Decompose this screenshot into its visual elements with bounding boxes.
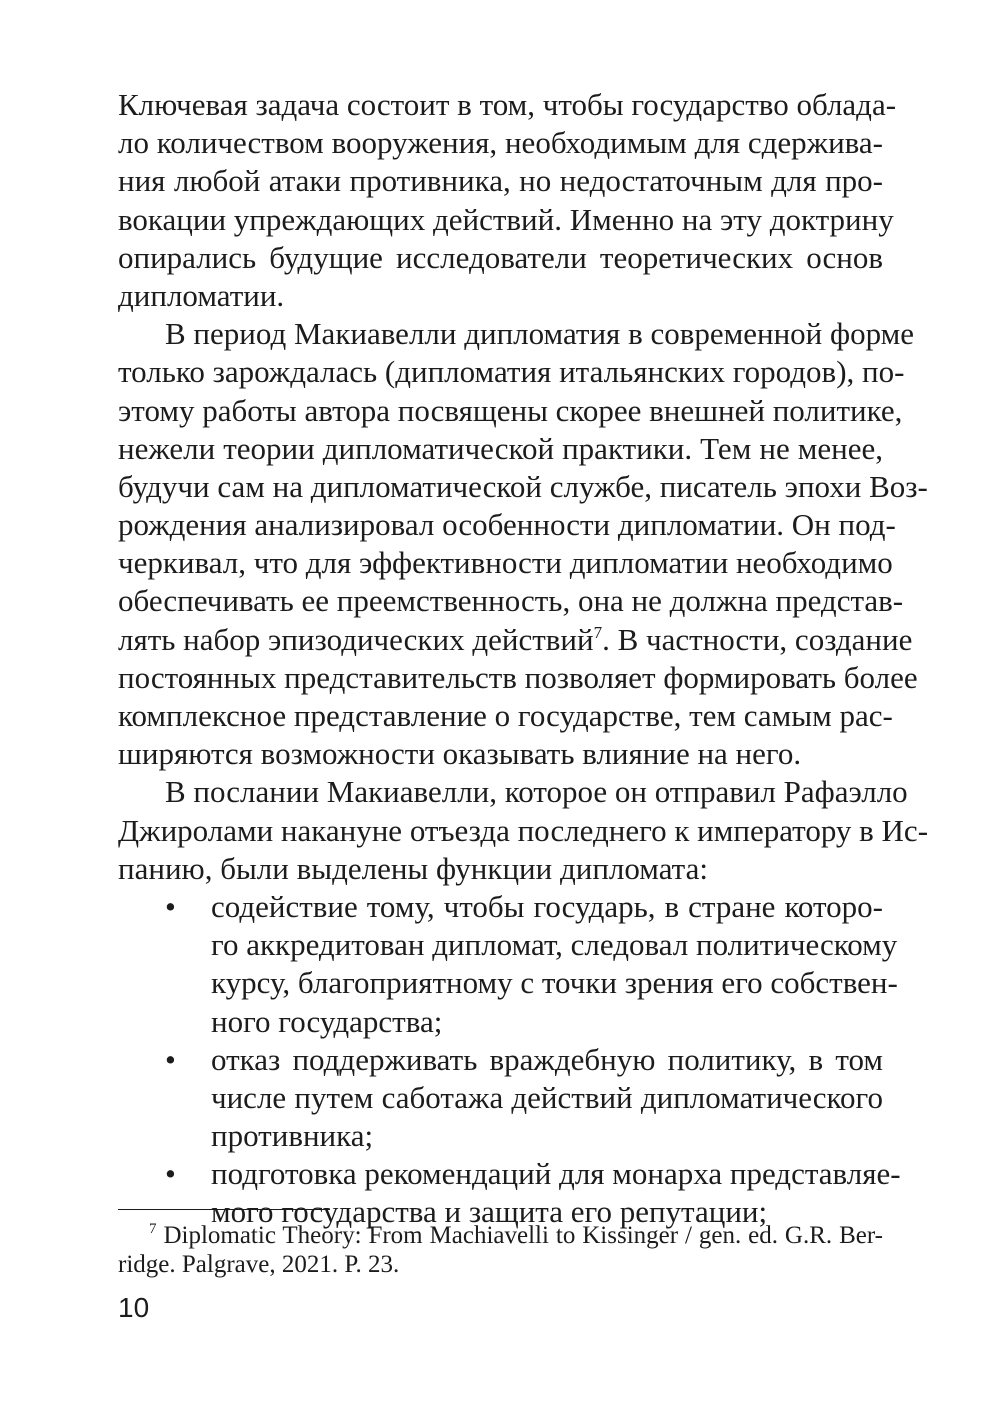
list-item-line <box>118 1079 883 1117</box>
footnote-divider <box>118 1209 330 1210</box>
bullet-icon: • <box>165 888 176 924</box>
footnote-ref[interactable]: 7 <box>593 622 603 642</box>
list-item-line <box>118 888 883 926</box>
text-line: постоянных представительств позволяет формировать более <box>118 659 918 695</box>
text-line: ло количеством вооружения, необходимым для сдержива- <box>118 125 883 161</box>
paragraph-1 <box>118 86 897 315</box>
footnote <box>118 1221 883 1279</box>
paragraph-3 <box>118 773 929 888</box>
text-line: ширяются возможности оказывать влияние на него. <box>118 736 802 772</box>
text-line: обеспечивать ее преемственность, она не должна представ- <box>118 583 904 619</box>
list-item-line <box>118 926 898 964</box>
text-line: го аккредитован дипломат, следовал политическому <box>211 927 898 963</box>
text-line: вокации упреждающих действий. Именно на эту доктрину <box>118 201 894 237</box>
text-line: курсу, благоприятному с точки зрения его собствен- <box>211 965 898 1001</box>
text-line: рождения анализировал особенности дипломатии. Он под- <box>118 507 896 543</box>
footnote-line: ridge. Palgrave, 2021. P. 23. <box>118 1251 400 1278</box>
diplomat-functions-list <box>118 888 901 1232</box>
text-line: черкивал, что для эффективности дипломатии необходимо <box>118 545 893 581</box>
paragraph-2 <box>118 315 928 773</box>
text-line: подготовка рекомендаций для монарха представляе- <box>211 1156 901 1192</box>
text-line: содействие тому, чтобы государь, в стране которо- <box>211 888 883 924</box>
text-line: будучи сам на дипломатической службе, писатель эпохи Воз- <box>118 468 928 504</box>
list-item-line <box>118 1041 883 1079</box>
text-line: опирались будущие исследователи теоретических основ <box>118 239 883 275</box>
footnote-number: 7 <box>149 1221 157 1237</box>
list-item-line <box>118 1003 883 1041</box>
bullet-icon: • <box>165 1041 176 1077</box>
text-line: нежели теории дипломатической практики. Тем не менее, <box>118 430 883 466</box>
text-line: противника; <box>211 1118 374 1154</box>
text-line: мого государства и защита его репутации; <box>211 1194 768 1230</box>
text-segment: лять набор эпизодических действий <box>118 621 594 657</box>
list-item-line <box>118 1117 883 1155</box>
text-line: ния любой атаки противника, но недостаточным для про- <box>118 163 883 199</box>
text-line: В послании Макиавелли, которое он отправил Рафаэлло <box>165 774 908 810</box>
list-item-line <box>118 964 898 1002</box>
text-line: числе путем саботажа действий дипломатического <box>211 1079 883 1115</box>
text-line: ного государства; <box>211 1003 443 1039</box>
text-line: панию, были выделены функции дипломата: <box>118 850 708 886</box>
footnote-line <box>118 1221 883 1250</box>
text-line: Джиролами накануне отъезда последнего к императору в Ис- <box>118 812 929 848</box>
main-text <box>118 86 929 1232</box>
text-line: отказ поддерживать враждебную политику, в том <box>211 1041 883 1077</box>
bullet-icon: • <box>165 1156 176 1192</box>
list-item <box>118 1041 883 1156</box>
text-segment: . В частности, создание <box>602 621 913 657</box>
list-item-line <box>118 1155 901 1193</box>
text-line: комплексное представление о государстве, тем самым рас- <box>118 698 893 733</box>
footnote-text: Diplomatic Theory: From Machiavelli to Kissinger / gen. ed. G.R. Ber- <box>163 1222 884 1249</box>
text-line: только зарождалась (дипломатия итальянских городов), по- <box>118 354 905 390</box>
text-line: Ключевая задача состоит в том, чтобы государство облада- <box>118 87 897 122</box>
page-number: 10 <box>118 1292 150 1323</box>
text-line: В период Макиавелли дипломатия в современной форме <box>165 316 914 352</box>
text-line: дипломатии. <box>118 277 285 313</box>
text-line-with-footnote-ref <box>118 621 913 659</box>
text-line: этому работы автора посвящены скорее внешней политике, <box>118 392 903 428</box>
list-item <box>118 888 898 1041</box>
